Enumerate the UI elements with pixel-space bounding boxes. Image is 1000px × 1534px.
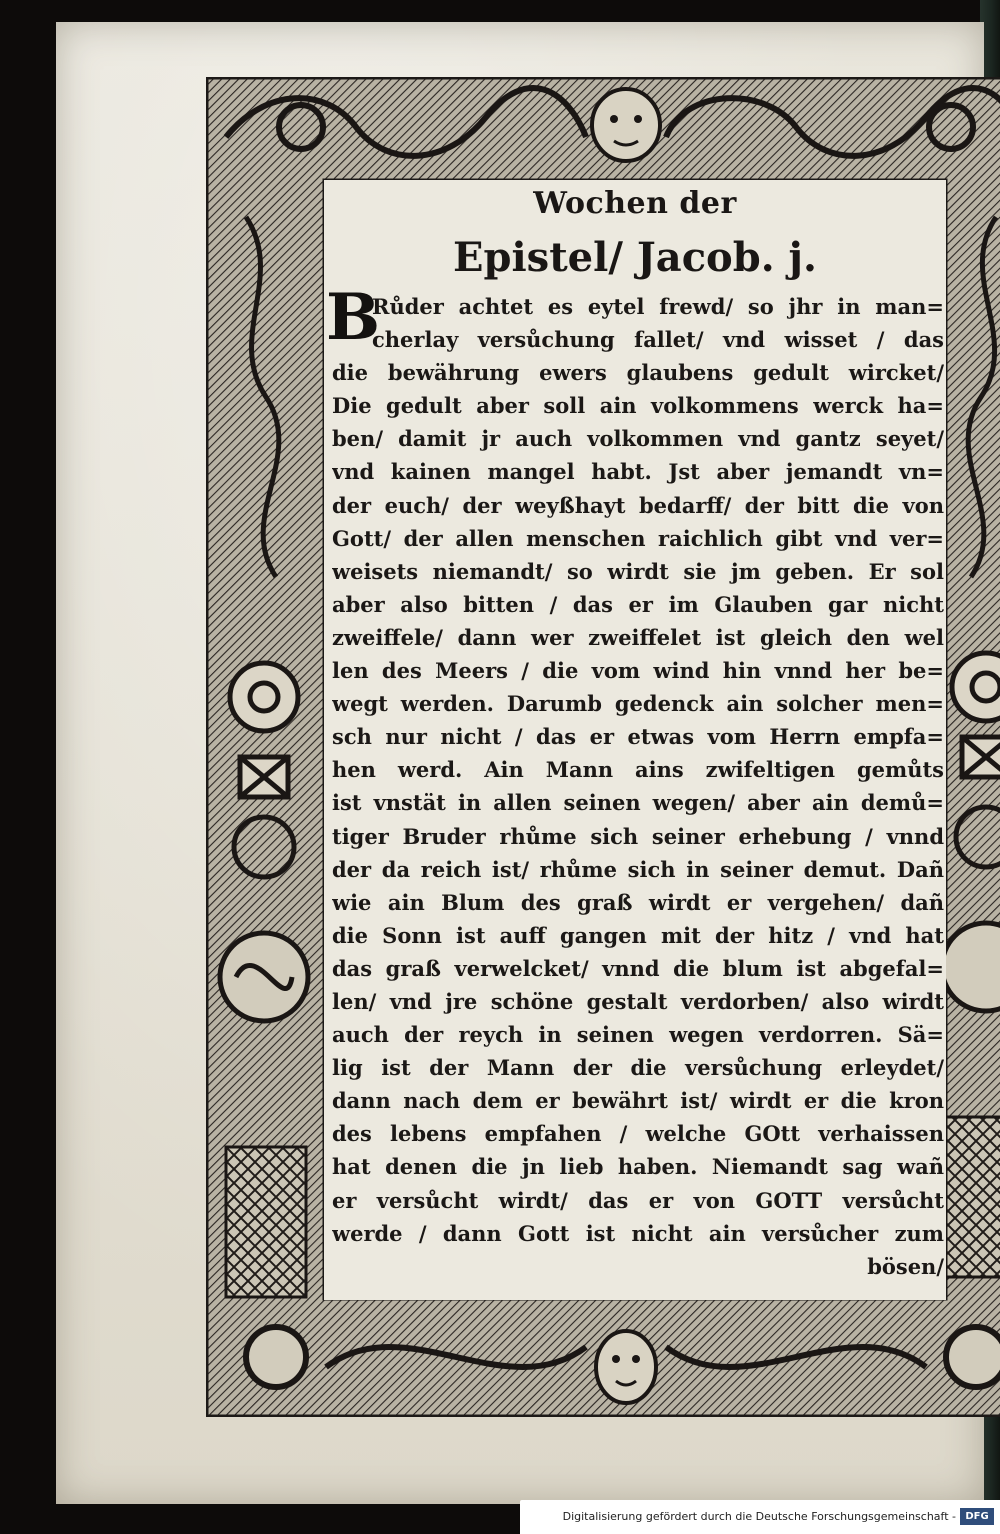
text-block (324, 180, 946, 1300)
text-line: die Sonn ist auff gangen mit der hitz / vnd hat (332, 922, 944, 948)
text-line: aber also bitten / das er im Glauben gar nicht (332, 591, 944, 617)
text-line: Růder achtet es eytel frewd/ so jhr in man= (372, 294, 944, 319)
text-line: wegt werden. Darumb gedenck ain solcher men= (332, 691, 944, 717)
text-line: lig ist der Mann der die versůchung erleydet/ (332, 1055, 944, 1081)
text-line: dann nach dem er bewährt ist/ wirdt er die kron (332, 1088, 944, 1114)
text-line: Gott/ der allen menschen raichlich gibt vnd ver= (332, 525, 944, 551)
text-line: vnd kainen mangel habt. Jst aber jemandt vn= (332, 459, 944, 485)
digitization-footer (520, 1500, 1000, 1534)
dfg-logo: DFG (960, 1508, 994, 1525)
text-line: len des Meers / die vom wind hin vnnd her be= (332, 658, 944, 684)
initial-letter: B (326, 280, 381, 355)
text-line: hat denen die jn lieb haben. Niemandt sag wañ (332, 1154, 944, 1180)
text-line: der euch/ der weyßhayt bedarff/ der bitt die von (332, 492, 944, 518)
text-line: des lebens empfahen / welche GOtt verhaissen (332, 1121, 944, 1147)
text-line: die bewährung ewers glaubens gedult wircket/ (332, 360, 944, 386)
heading-weekday: Wochen der (533, 186, 737, 221)
catchword: bösen/ (867, 1253, 944, 1279)
text-line: cherlay versůchung fallet/ vnd wisset / das (372, 327, 944, 353)
book-page (56, 22, 984, 1504)
text-line: das graß verwelcket/ vnnd die blum ist abgefal= (332, 955, 944, 981)
text-line: weisets niemandt/ so wirdt sie jm geben. Er sol (332, 558, 944, 584)
text-line: er versůcht wirdt/ das er von GOTT versůcht (332, 1187, 944, 1213)
funding-credit: Digitalisierung gefördert durch die Deutsche Forschungsgemeinschaft - (562, 1510, 956, 1523)
heading-epistle: Epistel/ Jacob. j. (453, 234, 817, 281)
text-line: der da reich ist/ rhůme sich in seiner demut. Dañ (332, 856, 944, 882)
text-line: tiger Bruder rhůme sich seiner erhebung / vnnd (332, 823, 944, 849)
epistle-text (332, 290, 944, 1283)
text-line: auch der reych in seinen wegen verdorren. Sä= (332, 1022, 944, 1048)
text-line: hen werd. Ain Mann ains zwifeltigen gemůts (332, 757, 944, 783)
text-line: wie ain Blum des graß wirdt er vergehen/ dañ (332, 889, 944, 915)
text-line: len/ vnd jre schöne gestalt verdorben/ also wirdt (332, 988, 944, 1014)
text-line: zweiffele/ dann wer zweiffelet ist gleich den wel (332, 624, 944, 650)
text-line: ben/ damit jr auch volkommen vnd gantz seyet/ (332, 426, 944, 452)
text-line: sch nur nicht / das er etwas vom Herrn empfa= (332, 724, 944, 750)
text-line: ist vnstät in allen seinen wegen/ aber ain demů= (332, 790, 944, 816)
text-line: Die gedult aber soll ain volkommens werck ha= (332, 393, 944, 419)
text-line: werde / dann Gott ist nicht ain versůcher zum (332, 1220, 944, 1246)
